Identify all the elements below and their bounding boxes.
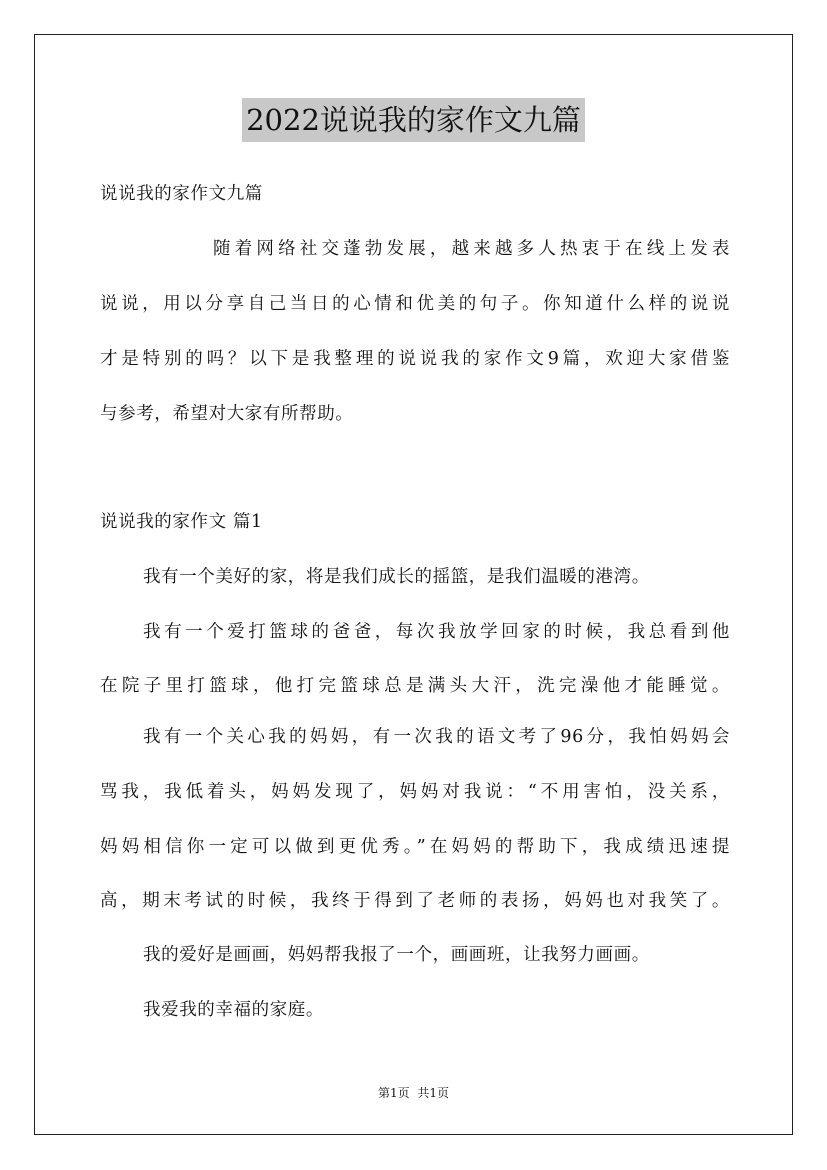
document-title: 2022说说我的家作文九篇: [242, 98, 585, 142]
body-line-6: 妈妈相信你一定可以做到更优秀。”在妈妈的帮助下，我成绩迅速提: [100, 837, 730, 857]
body-line-7: 高，期末考试的时候，我终于得到了老师的表扬，妈妈也对我笑了。: [100, 891, 730, 911]
page-number: 第1页: [378, 1086, 410, 1100]
body-line-2: 我有一个爱打篮球的爸爸，每次我放学回家的时候，我总看到他: [143, 622, 730, 642]
title-container: [0, 98, 827, 142]
body-line-4: 我有一个关心我的妈妈，有一次我的语文考了96分，我怕妈妈会: [143, 727, 730, 747]
body-line-3: 在院子里打篮球，他打完篮球总是满头大汗，洗完澡他才能睡觉。: [100, 676, 730, 696]
body-line-8: 我的爱好是画画，妈妈帮我报了一个，画画班，让我努力画画。: [143, 945, 650, 965]
body-line-5: 骂我，我低着头，妈妈发现了，妈妈对我说：“不用害怕，没关系，: [100, 782, 730, 802]
document-subtitle: 说说我的家作文九篇: [100, 184, 263, 204]
body-line-9: 我爱我的幸福的家庭。: [143, 1000, 324, 1020]
intro-line-3: 才是特别的吗？以下是我整理的说说我的家作文9篇，欢迎大家借鉴: [100, 349, 730, 369]
intro-line-4: 与参考，希望对大家有所帮助。: [100, 404, 354, 424]
intro-line-2: 说说，用以分享自己当日的心情和优美的句子。你知道什么样的说说: [100, 294, 730, 314]
page-total: 共1页: [417, 1086, 449, 1100]
section-heading: 说说我的家作文 篇1: [100, 512, 263, 532]
page-footer: [0, 1084, 827, 1101]
intro-line-1: 随着网络社交蓬勃发展，越来越多人热衷于在线上发表: [213, 239, 730, 259]
body-line-1: 我有一个美好的家，将是我们成长的摇篮，是我们温暖的港湾。: [143, 567, 650, 587]
